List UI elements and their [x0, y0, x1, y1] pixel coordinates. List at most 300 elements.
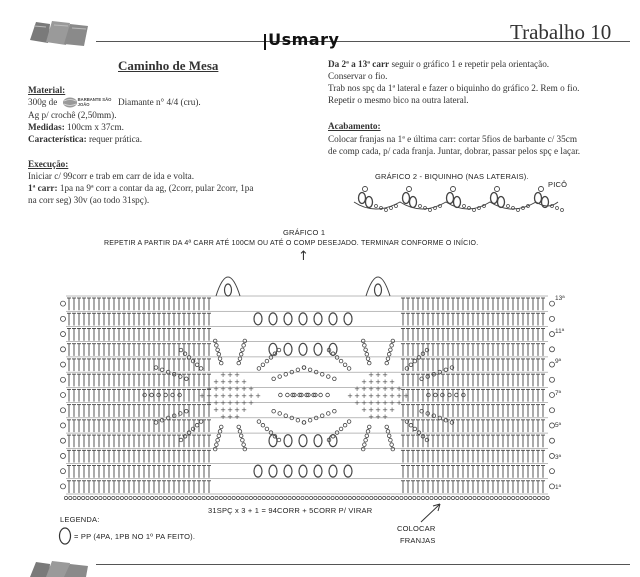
foundation-chain [537, 496, 540, 499]
chain-ray [257, 420, 261, 424]
foundation-chain [327, 496, 330, 499]
popcorn-stitch [269, 313, 277, 325]
foundation-chain [542, 496, 545, 499]
mesh-cross: + [227, 385, 233, 393]
mesh-cross: + [206, 399, 212, 407]
foundation-chain [383, 496, 386, 499]
foundation-chain [150, 496, 153, 499]
edging-picot [451, 187, 456, 192]
foundation-chain [335, 496, 338, 499]
chain-ray [199, 420, 203, 424]
foundation-chain [107, 496, 110, 499]
foundation-chain [520, 496, 523, 499]
chain-ray [302, 366, 306, 370]
foundation-chain [69, 496, 72, 499]
pillow-decoration-bottom [28, 558, 92, 577]
edging-chain [390, 207, 393, 210]
mesh-cross: + [389, 406, 395, 414]
chain-ray [333, 409, 337, 413]
chain-ray [269, 431, 273, 435]
caracteristica-line: Característica: requer prática. [28, 134, 143, 144]
issue-title: Trabalho 10 [510, 20, 612, 44]
foundation-chain [189, 496, 192, 499]
chain-ray [432, 414, 436, 418]
mesh-cross: + [403, 392, 409, 400]
turning-chain [550, 423, 555, 428]
chain-ray [364, 348, 368, 352]
instr-line-1: Da 2ª a 13ª carr seguir o gráfico 1 e repetir pela orientação. [328, 59, 550, 69]
mesh-cross: + [375, 371, 381, 379]
mesh-cross: + [354, 385, 360, 393]
chain-ray [339, 359, 343, 363]
foundation-chain [391, 496, 394, 499]
brand-logo: Usmary [268, 30, 340, 49]
mesh-cross: + [241, 378, 247, 386]
chain-ray [195, 363, 199, 367]
chain-ray [237, 425, 241, 429]
foundation-chain [348, 496, 351, 499]
popcorn-stitch [299, 435, 307, 447]
foundation-chain [142, 496, 145, 499]
chain-ray [326, 412, 330, 416]
edging-picot [539, 187, 544, 192]
popcorn-stitch [284, 313, 292, 325]
chain-ray [265, 427, 269, 431]
chain-ray [365, 434, 369, 438]
mesh-cross: + [227, 378, 233, 386]
up-arrow-icon: ↑ [298, 249, 309, 264]
grafico2-pico-label: PICÔ [548, 180, 568, 189]
acabamento-heading: Acabamento: [328, 121, 381, 131]
foundation-chain [228, 496, 231, 499]
mesh-cross: + [248, 399, 254, 407]
mesh-cross: + [248, 392, 254, 400]
chain-ray [261, 423, 265, 427]
popcorn-stitch-icon [58, 526, 72, 546]
mesh-cross: + [213, 378, 219, 386]
chain-ray [413, 359, 417, 363]
instr-line-2: Conservar o fio. [328, 71, 388, 81]
edging-picot [407, 187, 412, 192]
chain-ray [239, 434, 243, 438]
popcorn-stitch [314, 435, 322, 447]
mesh-cross: + [241, 399, 247, 407]
mesh-cross: + [382, 406, 388, 414]
foundation-chain [163, 496, 166, 499]
popcorn-stitch [329, 343, 337, 355]
grafico1-marks [61, 277, 555, 500]
foundation-chain [525, 496, 528, 499]
foundation-chain [490, 496, 493, 499]
foundation-chain [112, 496, 115, 499]
mesh-cross: + [361, 378, 367, 386]
foundation-chain [361, 496, 364, 499]
chain-ray [390, 344, 394, 348]
foundation-chain [168, 496, 171, 499]
chain-ray [257, 367, 261, 371]
foundation-chain [451, 496, 454, 499]
mesh-cross: + [220, 371, 226, 379]
franjas-label: FRANJAS [400, 536, 436, 545]
turning-chain [61, 438, 66, 443]
foundation-chain [374, 496, 377, 499]
chain-ray [444, 368, 448, 372]
pillow-decoration-top [28, 18, 92, 48]
foundation-chain [198, 496, 201, 499]
foundation-chain [378, 496, 381, 499]
foundation-chain [464, 496, 467, 499]
chain-ray [218, 430, 222, 434]
foundation-chain [77, 496, 80, 499]
chain-ray [179, 348, 183, 352]
foundation-chain [64, 496, 67, 499]
turning-chain [61, 423, 66, 428]
foundation-chain [275, 496, 278, 499]
top-peak-chain [366, 277, 390, 296]
foundation-chain [82, 496, 85, 499]
chain-ray [284, 373, 288, 377]
chain-ray [308, 368, 312, 372]
material-heading: Material: [28, 85, 66, 95]
foundation-chain [413, 496, 416, 499]
popcorn-stitch [284, 465, 292, 477]
foundation-chain [507, 496, 510, 499]
mesh-cross: + [368, 378, 374, 386]
chain-ray [213, 447, 217, 451]
acab-line-2: de comp cada, p/ cada franja. Juntar, dobrar, passar pelos spç e laçar. [328, 146, 581, 156]
foundation-chain [95, 496, 98, 499]
chain-ray [277, 348, 281, 352]
mesh-cross: + [375, 399, 381, 407]
foundation-chain [133, 496, 136, 499]
foundation-chain [202, 496, 205, 499]
foundation-chain [370, 496, 373, 499]
foundation-chain [206, 496, 209, 499]
exec-line-1: Iniciar c/ 99corr e trab em carr de ida e volta. [28, 171, 195, 181]
mesh-cross: + [375, 378, 381, 386]
chain-ray [409, 363, 413, 367]
yarn-logo: BARBANTE SÃO JOÃO [62, 97, 114, 108]
mesh-cross: + [213, 385, 219, 393]
edging-popcorn [410, 197, 417, 208]
edging-chain [419, 205, 422, 208]
chain-ray [272, 409, 276, 413]
mesh-cross: + [213, 399, 219, 407]
foundation-chain [447, 496, 450, 499]
edging-popcorn [366, 197, 373, 208]
chain-ray [335, 431, 339, 435]
foundation-chain [232, 496, 235, 499]
turning-chain [61, 347, 66, 352]
popcorn-stitch [314, 465, 322, 477]
chain-ray [241, 438, 245, 442]
chain-ray [363, 344, 367, 348]
chain-ray [386, 357, 390, 361]
chain-ray [150, 393, 154, 397]
turning-chain [550, 347, 555, 352]
chain-ray [386, 430, 390, 434]
mesh-cross: + [382, 378, 388, 386]
row-label-5: 5ª [555, 422, 562, 429]
mesh-cross: + [234, 399, 240, 407]
foundation-chain [254, 496, 257, 499]
foundation-chain [516, 496, 519, 499]
turning-chain [61, 362, 66, 367]
mesh-cross: + [368, 399, 374, 407]
footer-rule [96, 564, 630, 565]
edging-popcorn [403, 193, 410, 204]
popcorn-stitch [329, 313, 337, 325]
chain-ray [385, 425, 389, 429]
mesh-cross: + [389, 385, 395, 393]
mesh-cross: + [354, 392, 360, 400]
foundation-chain [473, 496, 476, 499]
chain-ray [278, 375, 282, 379]
turning-chain [550, 438, 555, 443]
edging-chain [556, 207, 559, 210]
foundation-chain [181, 496, 184, 499]
mesh-cross: + [241, 385, 247, 393]
chain-ray [389, 348, 393, 352]
grafico2-diagram [350, 180, 568, 218]
chain-ray [343, 363, 347, 367]
medidas-line: Medidas: 100cm x 37cm. [28, 122, 124, 132]
mesh-cross: + [234, 371, 240, 379]
mesh-cross: + [227, 406, 233, 414]
popcorn-stitch [254, 313, 262, 325]
popcorn-stitch [299, 465, 307, 477]
mesh-cross: + [213, 392, 219, 400]
foundation-chain [288, 496, 291, 499]
chain-ray [441, 393, 445, 397]
mesh-cross: + [248, 385, 254, 393]
chain-ray [319, 393, 323, 397]
execucao-heading: Execução: [28, 159, 69, 169]
chain-ray [333, 377, 337, 381]
foundation-chain [129, 496, 132, 499]
chain-ray [277, 438, 281, 442]
foundation-chain [271, 496, 274, 499]
chain-ray [320, 373, 324, 377]
mesh-cross: + [206, 392, 212, 400]
material-line-1: 300g de BARBANTE SÃO JOÃO Diamante n° 4/4 (cru). [28, 97, 201, 108]
exec-line-2: 1ª carr: 1pa na 9ª corr a contar da ag, (2corr, pular 2corr, 1pa [28, 183, 254, 193]
chain-ray [242, 344, 246, 348]
turning-chain [61, 484, 66, 489]
mesh-cross: + [396, 392, 402, 400]
foundation-chain [99, 496, 102, 499]
chain-ray [413, 427, 417, 431]
foundation-chain [396, 496, 399, 499]
turning-chain [550, 332, 555, 337]
foundation-chain [211, 496, 214, 499]
top-peak-chain [216, 277, 240, 296]
chain-ray [347, 367, 351, 371]
chain-ray [278, 412, 282, 416]
mesh-cross: + [241, 392, 247, 400]
chain-ray [320, 414, 324, 418]
chain-ray [387, 352, 391, 356]
edging-picot [495, 187, 500, 192]
mesh-cross: + [361, 406, 367, 414]
mesh-cross: + [213, 406, 219, 414]
chain-ray [389, 438, 393, 442]
turning-chain [61, 393, 66, 398]
mesh-cross: + [206, 385, 212, 393]
chain-ray [339, 427, 343, 431]
mesh-cross: + [220, 413, 226, 421]
foundation-chain [262, 496, 265, 499]
chain-ray [417, 431, 421, 435]
edging-chain [385, 209, 388, 212]
mesh-cross: + [220, 406, 226, 414]
foundation-chain [482, 496, 485, 499]
grafico1-diagram [58, 262, 568, 507]
chain-ray [364, 438, 368, 442]
mesh-cross: + [396, 399, 402, 407]
chain-ray [269, 356, 273, 360]
edging-popcorn [447, 193, 454, 204]
foundation-chain [503, 496, 506, 499]
foundation-chain [155, 496, 158, 499]
chain-ray [199, 367, 203, 371]
mesh-cross: + [375, 392, 381, 400]
colocar-label: COLOCAR [397, 524, 436, 533]
foundation-chain [116, 496, 119, 499]
mesh-cross: + [220, 385, 226, 393]
mesh-cross: + [382, 392, 388, 400]
row-label-7: 7ª [555, 390, 562, 397]
mesh-cross: + [361, 392, 367, 400]
foundation-chain [301, 496, 304, 499]
chain-ray [367, 425, 371, 429]
grafico1-subtitle: REPETIR A PARTIR DA 4ª CARR ATÉ 100CM OU ATÉ O COMP DESEJADO. TERMINAR CONFORME O INÍCIO. [104, 240, 479, 247]
chain-ray [296, 368, 300, 372]
exec-line-3: na corr seg) 30v (ao todo 31spç). [28, 195, 150, 205]
foundation-chain [125, 496, 128, 499]
acab-line-1: Colocar franjas na 1ª e última carr: cortar 5fios de barbante c/ 35cm [328, 134, 577, 144]
chain-ray [217, 434, 221, 438]
grafico1-formula: 31SPÇ x 3 + 1 = 94CORR + 5CORR P/ VIRAR [208, 506, 373, 515]
edging-popcorn [498, 197, 505, 208]
chain-ray [367, 361, 371, 365]
chain-ray [216, 438, 220, 442]
foundation-chain [236, 496, 239, 499]
chain-ray [160, 368, 164, 372]
mesh-cross: + [368, 392, 374, 400]
chain-ray [366, 357, 370, 361]
mesh-cross: + [220, 392, 226, 400]
chain-ray [261, 363, 265, 367]
chain-ray [326, 393, 330, 397]
edging-popcorn [491, 193, 498, 204]
chain-ray [238, 430, 242, 434]
chain-ray [154, 366, 158, 370]
mesh-cross: + [354, 399, 360, 407]
mesh-cross: + [375, 413, 381, 421]
mesh-cross: + [234, 413, 240, 421]
mesh-cross: + [347, 392, 353, 400]
popcorn-stitch [344, 465, 352, 477]
foundation-chain [477, 496, 480, 499]
mesh-cross: + [368, 406, 374, 414]
turning-chain [550, 393, 555, 398]
chain-ray [302, 421, 306, 425]
chain-ray [215, 344, 219, 348]
chain-ray [237, 361, 241, 365]
mesh-cross: + [227, 392, 233, 400]
foundation-chain [456, 496, 459, 499]
chain-ray [286, 393, 290, 397]
turning-chain [61, 408, 66, 413]
chain-ray [326, 375, 330, 379]
foundation-chain [219, 496, 222, 499]
chain-ray [179, 438, 183, 442]
popcorn-stitch [344, 313, 352, 325]
chain-ray [242, 443, 246, 447]
mesh-cross: + [199, 392, 205, 400]
foundation-chain [193, 496, 196, 499]
turning-chain [61, 332, 66, 337]
row-label-3: 3ª [555, 454, 562, 461]
chain-ray [243, 339, 247, 343]
row-label-9: 9ª [555, 358, 562, 365]
page-title: Caminho de Mesa [118, 58, 219, 73]
foundation-chain [344, 496, 347, 499]
foundation-chain [400, 496, 403, 499]
chain-ray [272, 377, 276, 381]
edging-picot [363, 187, 368, 192]
foundation-chain [469, 496, 472, 499]
chain-ray [243, 447, 247, 451]
foundation-chain [340, 496, 343, 499]
edging-popcorn [535, 193, 542, 204]
row-label-11: 11ª [555, 328, 565, 335]
foundation-chain [460, 496, 463, 499]
grafico1-title: GRÁFICO 1 [283, 228, 326, 237]
mesh-cross: + [361, 385, 367, 393]
chain-ray [347, 420, 351, 424]
chain-ray [216, 348, 220, 352]
chain-ray [409, 423, 413, 427]
chain-ray [185, 377, 189, 381]
chain-ray [241, 348, 245, 352]
chain-ray [391, 447, 395, 451]
chain-ray [365, 352, 369, 356]
edging-chain [561, 209, 564, 212]
chain-ray [385, 361, 389, 365]
foundation-chain [512, 496, 515, 499]
edging-chain [463, 205, 466, 208]
chain-ray [434, 393, 438, 397]
mesh-cross: + [375, 385, 381, 393]
chain-ray [219, 361, 223, 365]
foundation-chain [279, 496, 282, 499]
mesh-cross: + [375, 406, 381, 414]
mesh-cross: + [227, 399, 233, 407]
popcorn-stitch [269, 465, 277, 477]
grafico2-title: GRÁFICO 2 - BIQUINHO (NAS LATERAIS). [375, 172, 529, 181]
edging-popcorn [454, 197, 461, 208]
mesh-cross: + [368, 413, 374, 421]
chain-ray [217, 352, 221, 356]
chain-ray [213, 339, 217, 343]
mesh-cross: + [234, 406, 240, 414]
chain-ray [143, 393, 147, 397]
foundation-chain [529, 496, 532, 499]
popcorn-stitch [254, 465, 262, 477]
chain-ray [154, 421, 158, 425]
